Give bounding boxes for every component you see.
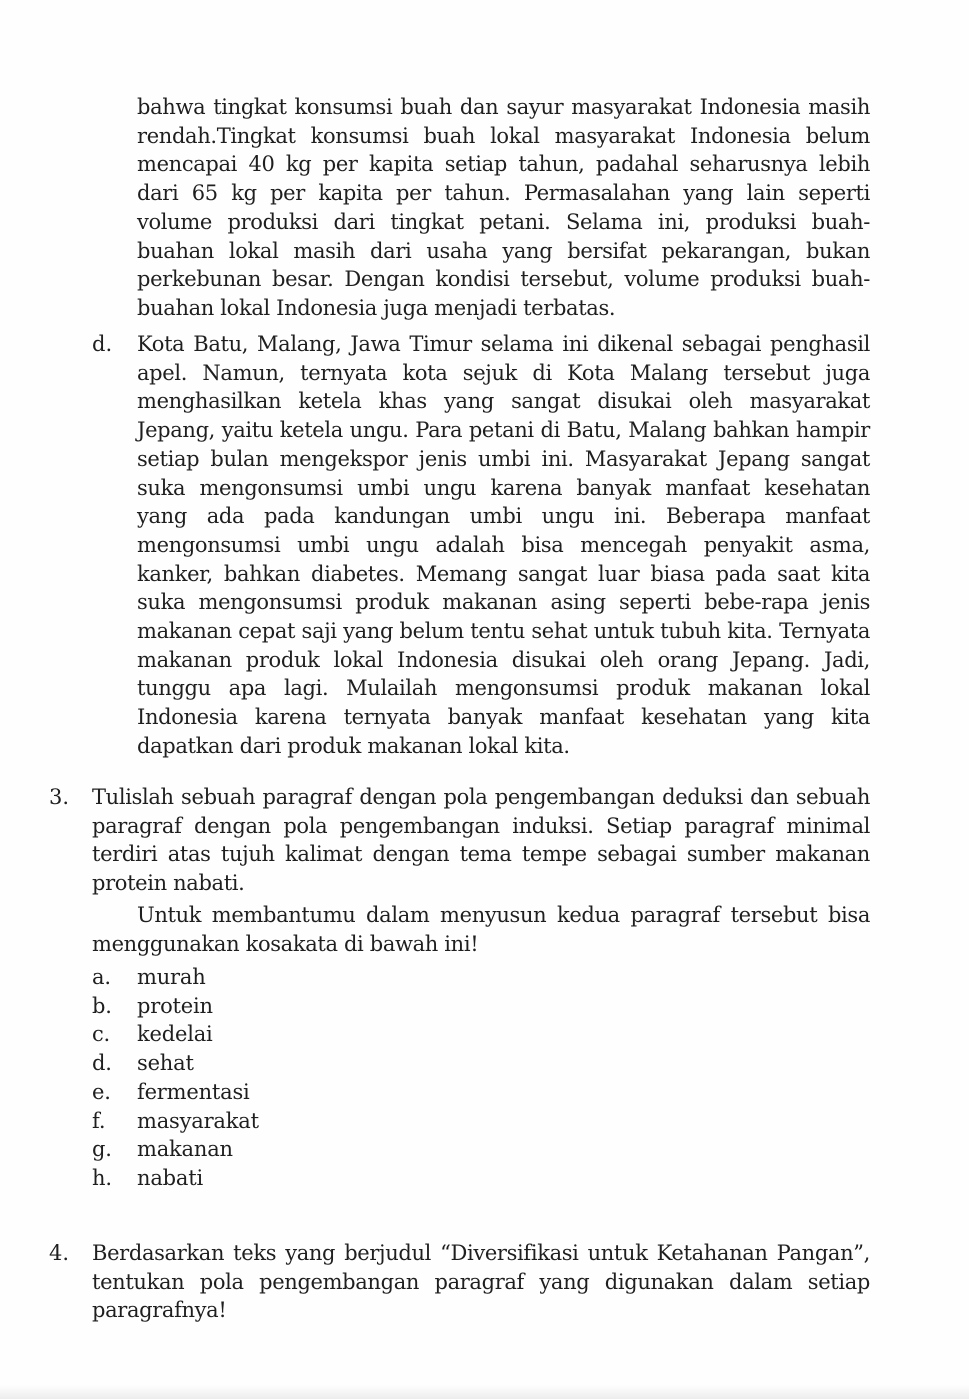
- vocabulary-word: murah: [137, 965, 206, 989]
- item-d-paragraph: Kota Batu, Malang, Jawa Timur selama ini dikenal sebagai penghasil apel. Namun, ternyata kota sejuk di Kota Malang tersebut juga menghasilkan ketela khas yang sangat disukai oleh masyarakat Jepang, yaitu ketela ungu. Para petani di Batu, Malang bahkan hampir setiap bulan mengekspor jenis umbi ini. Masyarakat Jepang sangat suka mengonsumsi umbi ungu karena banyak manfaat kesehatan yang ada pada kandungan umbi ungu ini. Beberapa manfaat mengonsumsi umbi ungu adalah bisa mencegah penyakit asma, kanker, bahkan diabetes. Memang sangat luar biasa pada saat kita suka mengonsumsi produk makanan asing seperti bebe-rapa jenis makanan cepat saji yang belum tentu sehat untuk tubuh kita. Ternyata makanan produk lokal Indonesia disukai oleh orang Jepang. Jadi, tunggu apa lagi. Mulailah mengonsumsi produk makanan lokal Indonesia karena ternyata banyak manfaat kesehatan yang kita dapatkan dari produk makanan lokal kita.: [137, 332, 870, 758]
- vocabulary-word: fermentasi: [137, 1079, 250, 1104]
- vocabulary-letter: h.: [92, 1165, 112, 1190]
- vocabulary-item: [92, 1020, 259, 1049]
- item-d-label: d.: [92, 332, 113, 356]
- vocabulary-letter: b.: [92, 993, 112, 1018]
- question-4-number: 4.: [49, 1241, 70, 1265]
- vocabulary-word: nabati: [137, 1165, 203, 1190]
- vocabulary-list: [92, 963, 259, 1193]
- question-3-number: 3.: [49, 785, 70, 809]
- vocabulary-item: [92, 1107, 259, 1136]
- question-3-instruction: Untuk membantumu dalam menyusun kedua paragraf tersebut bisa menggunakan kosakata di bawah ini!: [92, 903, 870, 956]
- page-edge-shadow: [0, 1385, 969, 1399]
- vocabulary-letter: c.: [92, 1022, 111, 1047]
- vocabulary-item: [92, 1164, 259, 1193]
- vocabulary-word: kedelai: [137, 1022, 213, 1047]
- vocabulary-word: makanan: [137, 1137, 233, 1162]
- question-3-text: Tulislah sebuah paragraf dengan pola pengembangan deduksi dan sebuah paragraf dengan pola pengembangan induksi. Setiap paragraf minimal terdiri atas tujuh kalimat dengan tema tempe sebagai sumber makanan protein nabati.: [92, 785, 870, 896]
- vocabulary-word: sehat: [137, 1051, 194, 1076]
- vocabulary-letter: e.: [92, 1079, 111, 1104]
- vocabulary-word: protein: [137, 993, 213, 1018]
- vocabulary-word: masyarakat: [137, 1108, 259, 1133]
- vocabulary-item: [92, 992, 259, 1021]
- vocabulary-item: [92, 1078, 259, 1107]
- vocabulary-letter: f.: [92, 1108, 106, 1133]
- vocabulary-letter: d.: [92, 1051, 112, 1076]
- continuation-paragraph: bahwa tingkat konsumsi buah dan sayur masyarakat Indonesia masih rendah.Tingkat konsumsi buah lokal masyarakat Indonesia belum mencapai 40 kg per kapita setiap tahun, padahal seharusnya lebih dari 65 kg per kapita per tahun. Permasalahan yang lain seperti volume produksi dari tingkat petani. Selama ini, produksi buah-buahan lokal masih dari usaha yang bersifat pekarangan, bukan perkebunan besar. Dengan kondisi tersebut, volume produksi buah-buahan lokal Indonesia juga menjadi terbatas.: [137, 95, 870, 320]
- question-4-text: Berdasarkan teks yang berjudul “Diversifikasi untuk Ketahanan Pangan”, tentukan pola pengembangan paragraf yang digunakan dalam setiap paragrafnya!: [92, 1241, 870, 1323]
- vocabulary-item: [92, 963, 259, 992]
- vocabulary-item: [92, 1049, 259, 1078]
- vocabulary-letter: g.: [92, 1137, 112, 1162]
- vocabulary-item: [92, 1135, 259, 1164]
- vocabulary-letter: a.: [92, 965, 111, 989]
